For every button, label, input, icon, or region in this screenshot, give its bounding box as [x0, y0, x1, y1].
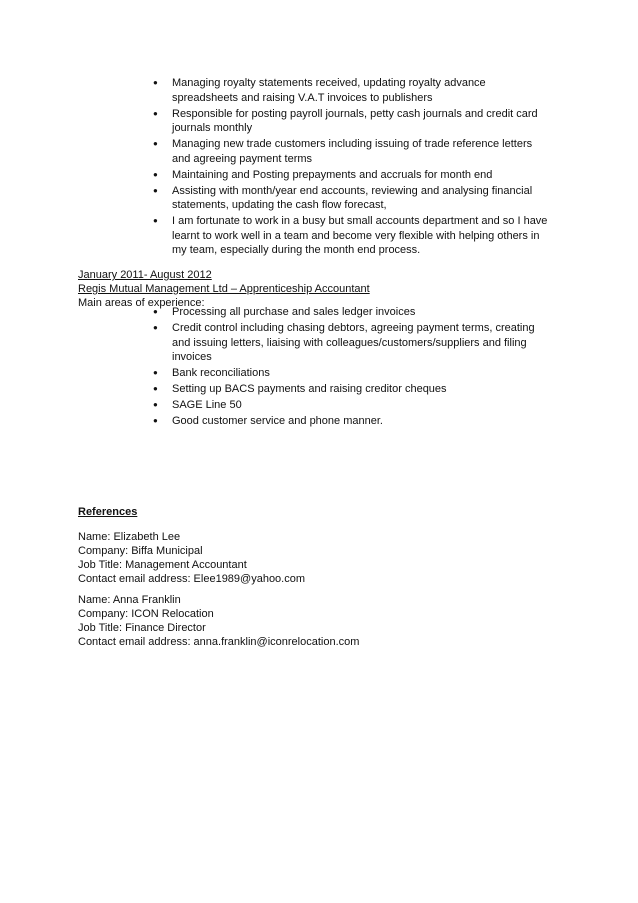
job-dates: January 2011- August 2012: [78, 269, 212, 281]
reference-email: Contact email address: anna.franklin@iconrelocation.com: [78, 636, 360, 648]
reference-job-title: Job Title: Finance Director: [78, 622, 206, 634]
areas-of-experience-label: Main areas of experience:: [78, 297, 205, 309]
list-item: ● Setting up BACS payments and raising creditor cheques: [172, 382, 552, 397]
list-item: ● Assisting with month/year end accounts, reviewing and analysing financial statements, updating the cash flow forecast,: [172, 184, 552, 213]
reference-name: Name: Anna Franklin: [78, 594, 181, 606]
list-item: ● Maintaining and Posting prepayments and accruals for month end: [172, 168, 552, 183]
list-item: ● I am fortunate to work in a busy but small accounts department and so I have learnt to work well in a team and become very flexible with helping others in my team, especially during the month end process.: [172, 214, 552, 258]
list-item: ● SAGE Line 50: [172, 398, 552, 413]
apprenticeship-duties-list: [172, 305, 552, 430]
list-item: ● Good customer service and phone manner.: [172, 414, 552, 429]
previous-role-duties-list: [172, 76, 552, 259]
list-item: ● Responsible for posting payroll journals, petty cash journals and credit card journals monthly: [172, 107, 552, 136]
list-item: ● Processing all purchase and sales ledger invoices: [172, 305, 552, 320]
reference-email: Contact email address: Elee1989@yahoo.com: [78, 573, 306, 585]
job-company-title: Regis Mutual Management Ltd – Apprenticeship Accountant: [78, 283, 370, 295]
references-heading: References: [78, 506, 138, 518]
list-item: ● Credit control including chasing debtors, agreeing payment terms, creating and issuing letters, liaising with colleagues/customers/suppliers and filing invoices: [172, 321, 552, 365]
list-item: ● Managing royalty statements received, updating royalty advance spreadsheets and raising V.A.T invoices to publishers: [172, 76, 552, 105]
reference-company: Company: ICON Relocation: [78, 608, 214, 620]
reference-job-title: Job Title: Management Accountant: [78, 559, 247, 571]
reference-name: Name: Elizabeth Lee: [78, 531, 181, 543]
reference-company: Company: Biffa Municipal: [78, 545, 203, 557]
list-item: ● Bank reconciliations: [172, 366, 552, 381]
list-item: ● Managing new trade customers including issuing of trade reference letters and agreeing payment terms: [172, 137, 552, 166]
